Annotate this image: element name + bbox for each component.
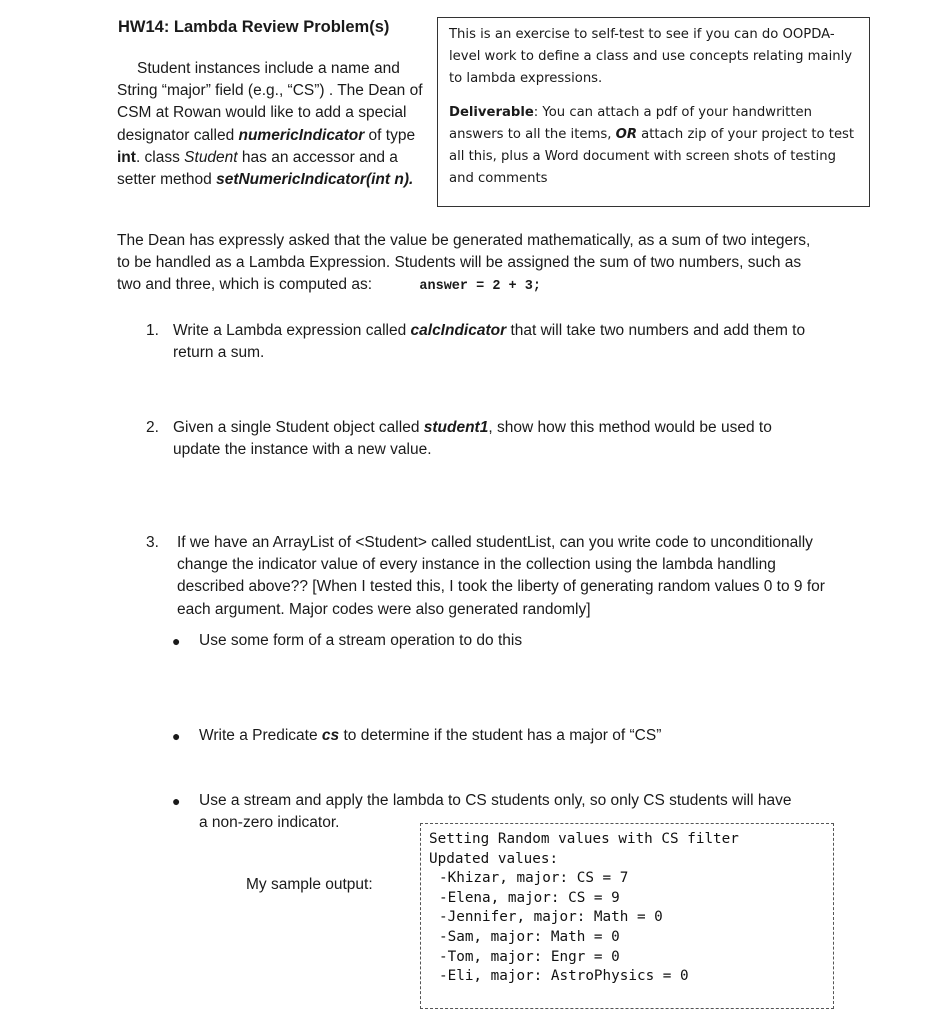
document-title: HW14: Lambda Review Problem(s) (118, 18, 390, 36)
output-line: -Jennifer, major: Math = 0 (439, 909, 663, 926)
bullet-stream: ● Use some form of a stream operation to do this (172, 630, 822, 655)
output-line: -Sam, major: Math = 0 (439, 928, 620, 945)
bullet-predicate: ● Write a Predicate cs to determine if the student has a major of “CS” (172, 725, 822, 750)
output-subheader: Updated values: (429, 850, 559, 867)
answer-code: answer = 2 + 3; (419, 279, 541, 295)
intro-paragraph: Student instances include a name and String “major” field (e.g., “CS”) . The Dean of CSM at Rowan would like to add a special designator called numericIndicator of type int. class Student has an accessor and a setter method setNumericIndicator(int n). (117, 60, 423, 189)
cs-predicate-term: cs (321, 727, 340, 744)
output-line: -Khizar, major: CS = 7 (439, 870, 629, 887)
student1-term: student1 (423, 419, 489, 436)
bullet-dot-icon: ● (172, 633, 181, 649)
sample-output-box (420, 823, 834, 1009)
question-1: 1. Write a Lambda expression called calcIndicator that will take two numbers and add them to return a sum. (146, 322, 806, 362)
calc-indicator-term: calcIndicator (410, 322, 507, 339)
bullet-dot-icon: ● (172, 793, 181, 809)
info-box-deliverable: Deliverable: You can attach a pdf of your handwritten answers to all the items, OR attach zip of your project to test all this, plus a Word document with screen shots of testing and comments (449, 105, 855, 186)
output-line: -Eli, major: AstroPhysics = 0 (439, 968, 689, 985)
output-header: Setting Random values with CS filter (429, 831, 739, 847)
question-2: 2. Given a single Student object called student1, show how this method would be used to update the instance with a new value. (146, 419, 772, 459)
info-box-purpose: This is an exercise to self-test to see if you can do OOPDA-level work to define a class and use concepts relating mainly to lambda expressions. (449, 27, 853, 86)
output-line: -Tom, major: Engr = 0 (439, 948, 620, 965)
output-line: -Elena, major: CS = 9 (439, 889, 620, 906)
bullet-dot-icon: ● (172, 728, 181, 744)
numeric-indicator-term: numericIndicator (238, 126, 365, 144)
info-box (437, 17, 870, 207)
question-3: 3. If we have an ArrayList of <Student> called studentList, can you write code to unconditionally change the indicator value of every instance in the collection using the lambda handling described above?? [When I tested this, I took the liberty of generating random values 0 to 9 for each argument. Major codes were also generated randomly] (146, 534, 825, 618)
dean-paragraph: The Dean has expressly asked that the value be generated mathematically, as a sum of two integers, to be handled as a Lambda Expression. Students will be assigned the sum of two numbers, such as two and three, which is computed as: answer = 2 + 3; (117, 232, 811, 295)
bullet-filter: ● Use a stream and apply the lambda to CS students only, so only CS students will have a non-zero indicator. (172, 792, 792, 832)
sample-output-label: My sample output: (246, 876, 373, 893)
setter-method-name: setNumericIndicator(int n). (216, 171, 414, 189)
